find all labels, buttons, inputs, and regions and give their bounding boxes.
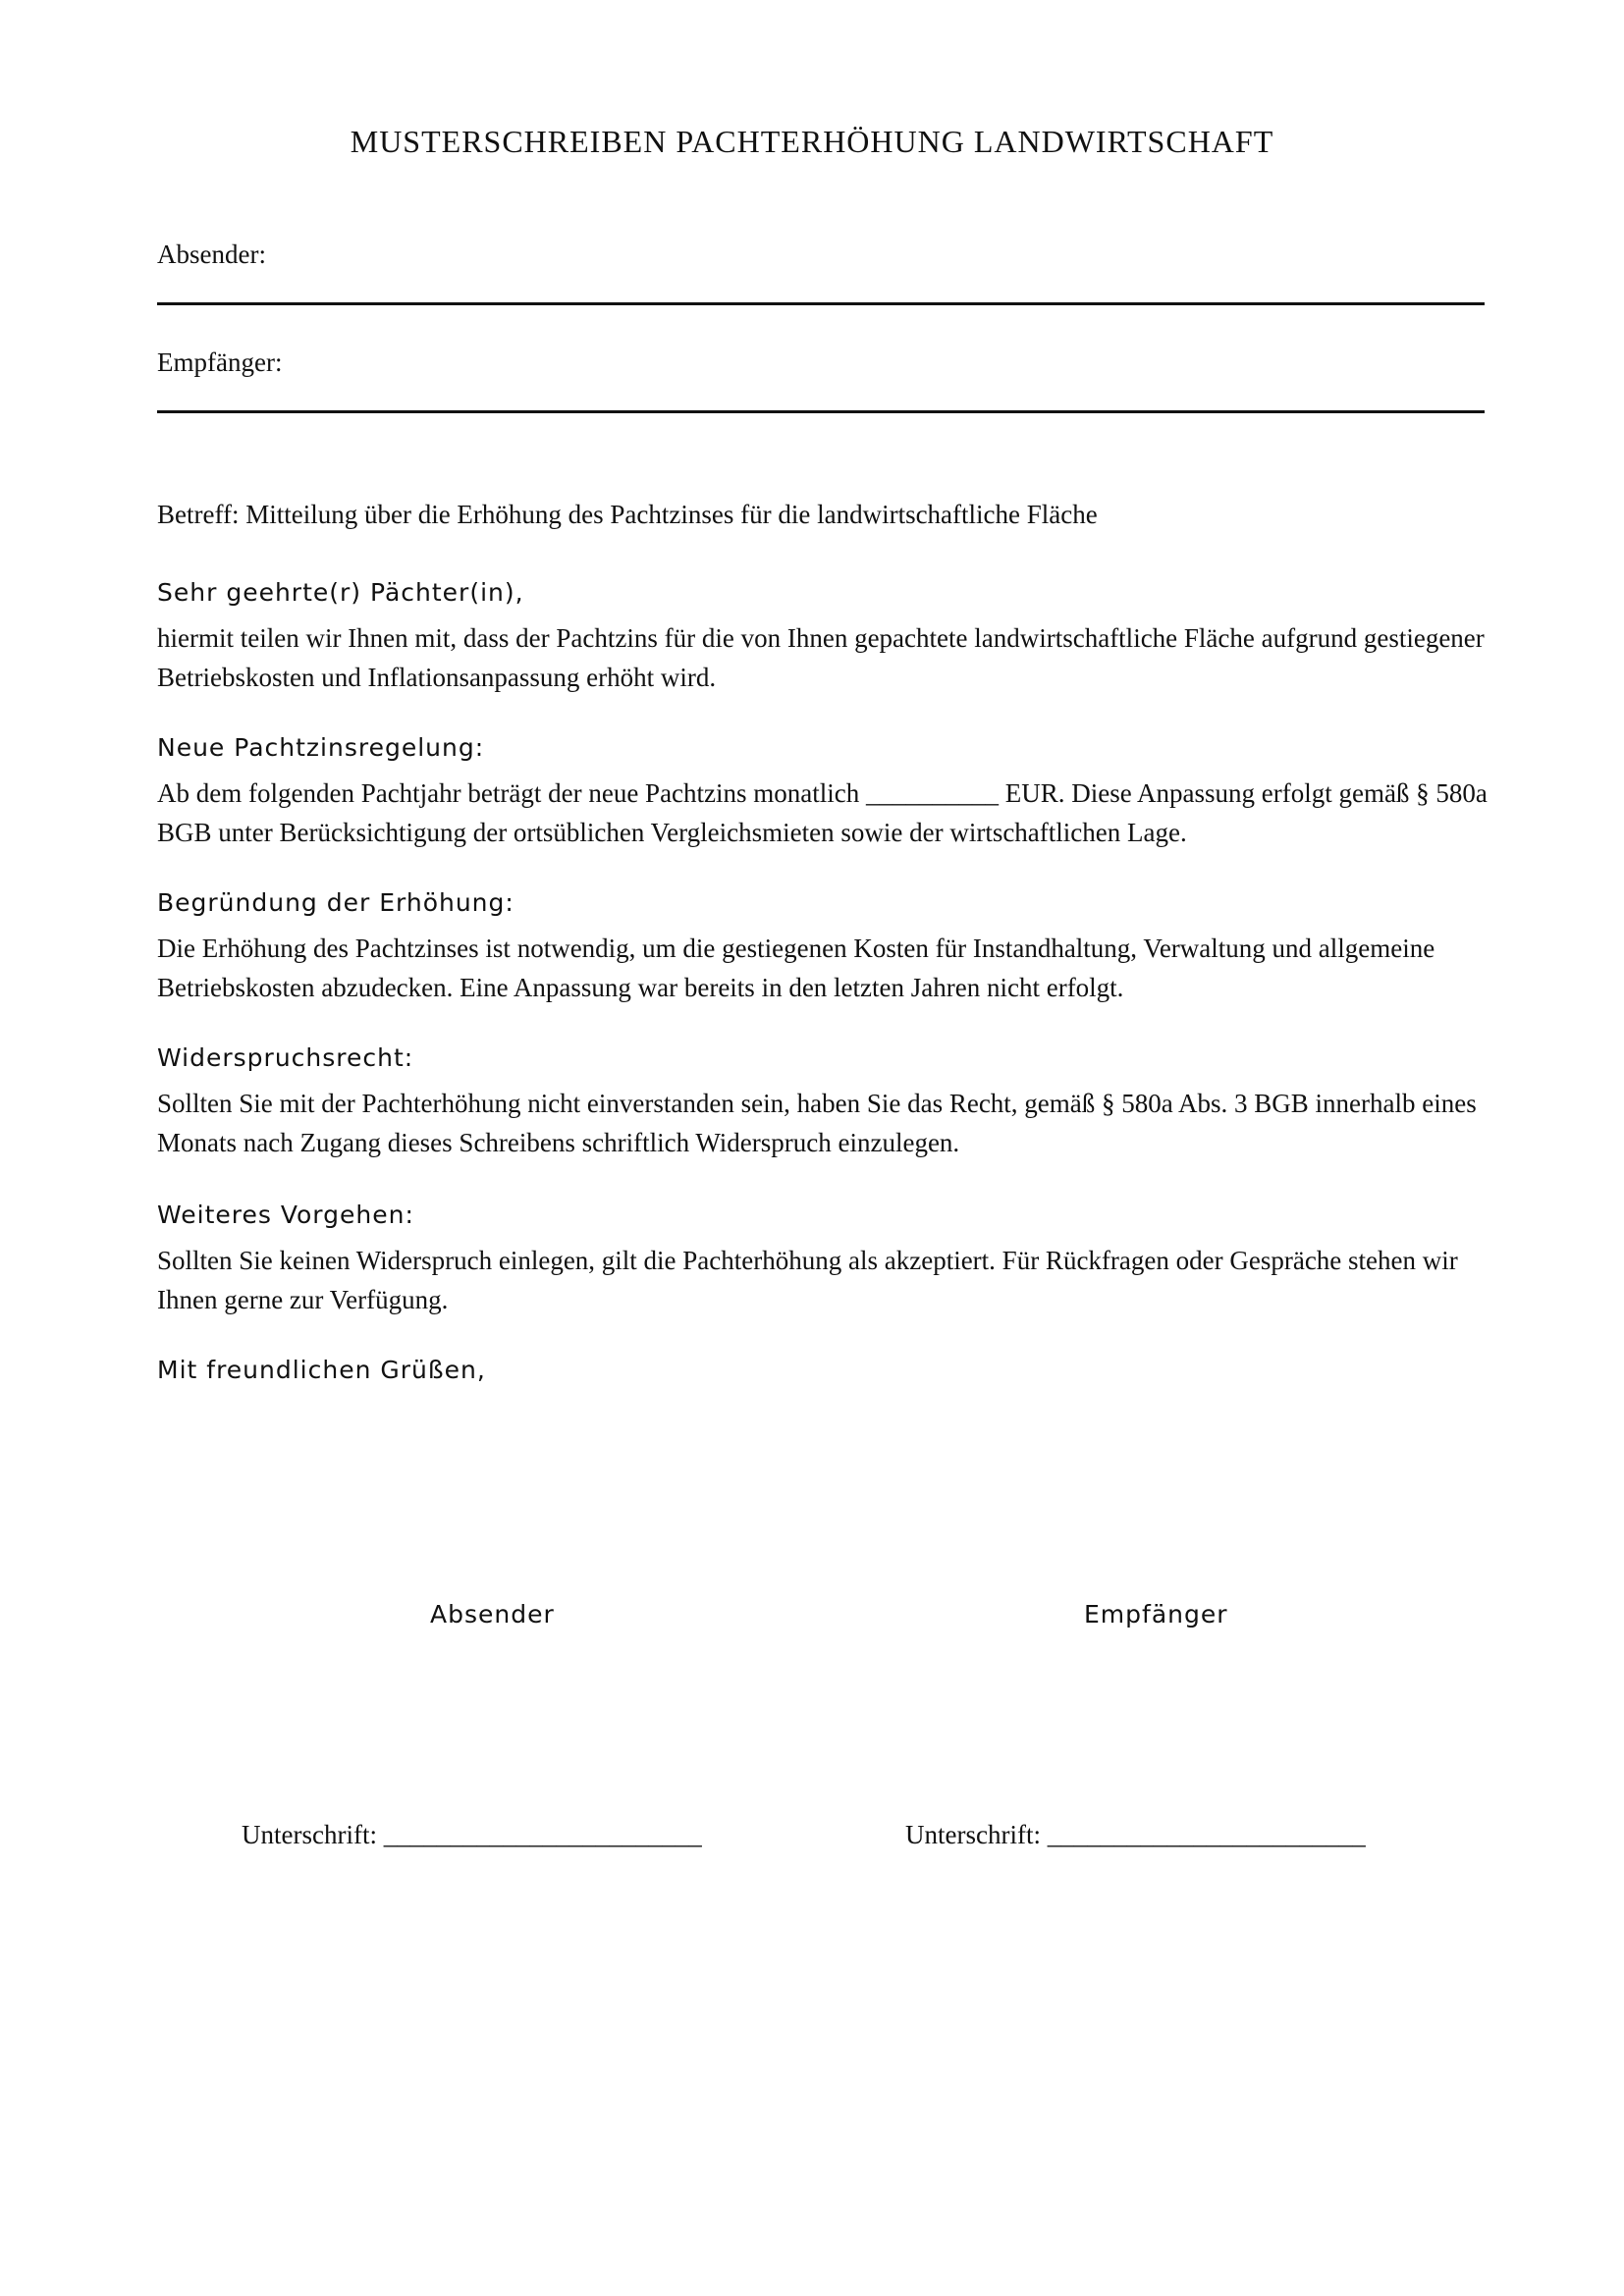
recipient-label: Empfänger: xyxy=(157,347,283,377)
section-heading-reason: Begründung der Erhöhung: xyxy=(157,888,514,917)
document-title: MUSTERSCHREIBEN PACHTERHÖHUNG LANDWIRTSCHAFT xyxy=(350,124,1274,159)
party-label-recipient: Empfänger xyxy=(1084,1600,1228,1629)
intro-paragraph: hiermit teilen wir Ihnen mit, dass der Pachtzins für die von Ihnen gepachtete landwirtschaftliche Fläche aufgrund gestiegener Betriebskosten und Inflationsanpassung erhöht wird. xyxy=(157,623,1485,692)
salutation: Sehr geehrte(r) Pächter(in), xyxy=(157,578,524,607)
section-heading-next-steps: Weiteres Vorgehen: xyxy=(157,1201,414,1229)
sender-line xyxy=(157,302,1485,305)
section-body-reason: Die Erhöhung des Pachtzinses ist notwendig, um die gestiegenen Kosten für Instandhaltung, Verwaltung und allgemeine Betriebskosten abzudecken. Eine Anpassung war bereits in den letzten Jahren nicht erfolgt. xyxy=(157,934,1435,1002)
section-heading-new-rent: Neue Pachtzinsregelung: xyxy=(157,733,485,762)
section-heading-objection: Widerspruchsrecht: xyxy=(157,1043,414,1072)
section-body-new-rent: Ab dem folgenden Pachtjahr beträgt der neue Pachtzins monatlich __________ EUR. Diese Anpassung erfolgt gemäß § 580a BGB unter Berücksichtigung der ortsüblichen Vergleichsmieten sowie der wirtschaftlichen Lage. xyxy=(157,778,1488,847)
party-label-sender: Absender xyxy=(430,1600,555,1629)
sender-label: Absender: xyxy=(157,240,266,269)
section-body-objection: Sollten Sie mit der Pachterhöhung nicht einverstanden sein, haben Sie das Recht, gemäß § 580a Abs. 3 BGB innerhalb eines Monats nach Zugang dieses Schreibens schriftlich Widerspruch einzulegen. xyxy=(157,1089,1477,1157)
section-body-next-steps: Sollten Sie keinen Widerspruch einlegen, gilt die Pachterhöhung als akzeptiert. Für Rückfragen oder Gespräche stehen wir Ihnen gerne zur Verfügung. xyxy=(157,1246,1458,1314)
recipient-line xyxy=(157,410,1485,413)
signature-line-recipient: Unterschrift: ________________________ xyxy=(905,1820,1366,1849)
subject-line: Betreff: Mitteilung über die Erhöhung des Pachtzinses für die landwirtschaftliche Fläche xyxy=(157,500,1098,529)
signature-line-sender: Unterschrift: ________________________ xyxy=(242,1820,702,1849)
closing-line: Mit freundlichen Grüßen, xyxy=(157,1356,486,1384)
